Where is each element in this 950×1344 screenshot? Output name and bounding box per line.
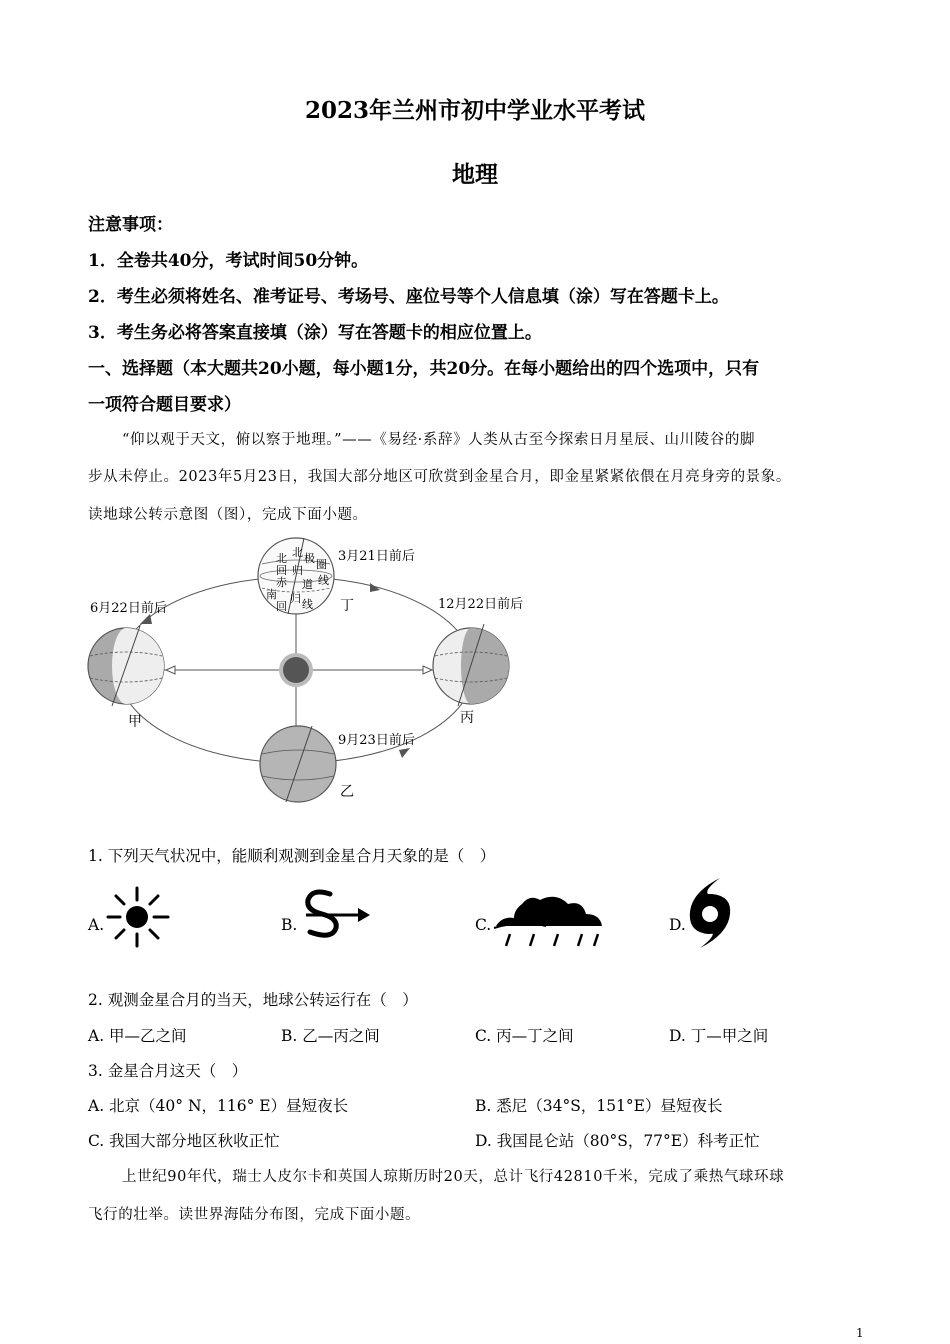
globe-label: 回	[276, 564, 287, 577]
section-heading-cont: 一项符合题目要求）	[88, 395, 241, 415]
globe-label: 圈	[316, 558, 327, 571]
sun-icon	[279, 653, 313, 687]
globe-yi	[260, 726, 336, 802]
globe-label: 线	[302, 598, 313, 611]
globe-label: 归	[290, 592, 301, 605]
date-label-left: 6月22日前后	[90, 601, 167, 616]
q2-option-a: A. 甲—乙之间	[88, 1027, 187, 1045]
q1-option-d-letter: D.	[669, 916, 686, 934]
question-1-stem: 1. 下列天气状况中，能顺利观测到金星合月天象的是（ ）	[88, 847, 496, 865]
position-label-jia: 甲	[128, 714, 142, 730]
globe-label: 北	[276, 552, 287, 565]
passage-line: “仰以观于天文，俯以察于地理。”——《易经·系辞》人类从古至今探索日月星辰、山川陵谷的脚	[122, 432, 756, 448]
earth-revolution-diagram	[80, 528, 540, 818]
date-label-bottom: 9月23日前后	[338, 733, 415, 748]
passage-line: 步从未停止。2023年5月23日，我国大部分地区可欣赏到金星合月，即金星紧紧依偎在月亮身旁的景象。	[88, 469, 791, 485]
q2-option-c: C. 丙—丁之间	[475, 1027, 574, 1045]
position-label-bing: 丙	[460, 710, 474, 726]
date-label-top: 3月21日前后	[338, 549, 415, 564]
q1-option-c-letter: C.	[475, 916, 492, 934]
sunny-icon	[104, 884, 174, 950]
orbit-arrow	[399, 748, 410, 758]
axis-arrow	[166, 666, 175, 674]
passage-line: 飞行的壮举。读世界海陆分布图，完成下面小题。	[88, 1207, 421, 1223]
exam-title: 2023年兰州市初中学业水平考试	[304, 97, 645, 124]
q1-option-b-letter: B.	[281, 916, 298, 934]
typhoon-icon	[684, 876, 736, 950]
question-2-stem: 2. 观测金星合月的当天，地球公转运行在（ ）	[88, 991, 418, 1009]
date-label-right: 12月22日前后	[438, 597, 524, 612]
section-heading: 一、选择题（本大题共20小题，每小题1分，共20分。在每小题给出的四个选项中，只有	[88, 359, 760, 379]
notice-item: 2．考生必须将姓名、准考证号、考场号、座位号等个人信息填（涂）写在答题卡上。	[88, 287, 729, 307]
axis-arrow	[423, 666, 432, 674]
rain-cloud-icon	[490, 890, 606, 954]
notice-item: 1．全卷共40分，考试时间50分钟。	[88, 251, 369, 271]
q3-option-a: A. 北京（40° N，116° E）昼短夜长	[88, 1097, 349, 1115]
globe-label: 赤	[276, 576, 287, 589]
q3-option-b: B. 悉尼（34°S，151°E）昼短夜长	[475, 1097, 723, 1115]
q3-option-d: D. 我国昆仑站（80°S，77°E）科考正忙	[475, 1132, 760, 1150]
question-3-stem: 3. 金星合月这天（ ）	[88, 1062, 248, 1080]
q2-option-b: B. 乙—丙之间	[281, 1027, 380, 1045]
globe-label: 北	[292, 546, 303, 559]
passage-line: 读地球公转示意图（图），完成下面小题。	[88, 507, 368, 523]
globe-label: 回	[276, 600, 287, 613]
subject-title: 地理	[452, 161, 498, 188]
q3-option-c: C. 我国大部分地区秋收正忙	[88, 1132, 280, 1150]
notice-heading: 注意事项：	[88, 215, 173, 235]
position-label-ding: 丁	[340, 598, 354, 614]
sandstorm-icon	[298, 884, 374, 944]
globe-label: 极	[304, 552, 315, 565]
globe-label: 道	[302, 578, 313, 591]
globe-bing	[433, 624, 509, 706]
position-label-yi: 乙	[340, 784, 354, 800]
globe-label: 归	[292, 564, 303, 577]
globe-jia	[88, 626, 164, 706]
notice-item: 3．考生务必将答案直接填（涂）写在答题卡的相应位置上。	[88, 323, 542, 343]
globe-label: 南	[266, 588, 277, 601]
passage-line: 上世纪90年代，瑞士人皮尔卡和英国人琼斯历时20天，总计飞行42810千米，完成了乘热气球环球	[122, 1169, 785, 1185]
q1-option-a-letter: A.	[88, 916, 105, 934]
q2-option-d: D. 丁—甲之间	[669, 1027, 769, 1045]
globe-label: 线	[318, 574, 329, 587]
page-number: 1	[856, 1326, 864, 1340]
